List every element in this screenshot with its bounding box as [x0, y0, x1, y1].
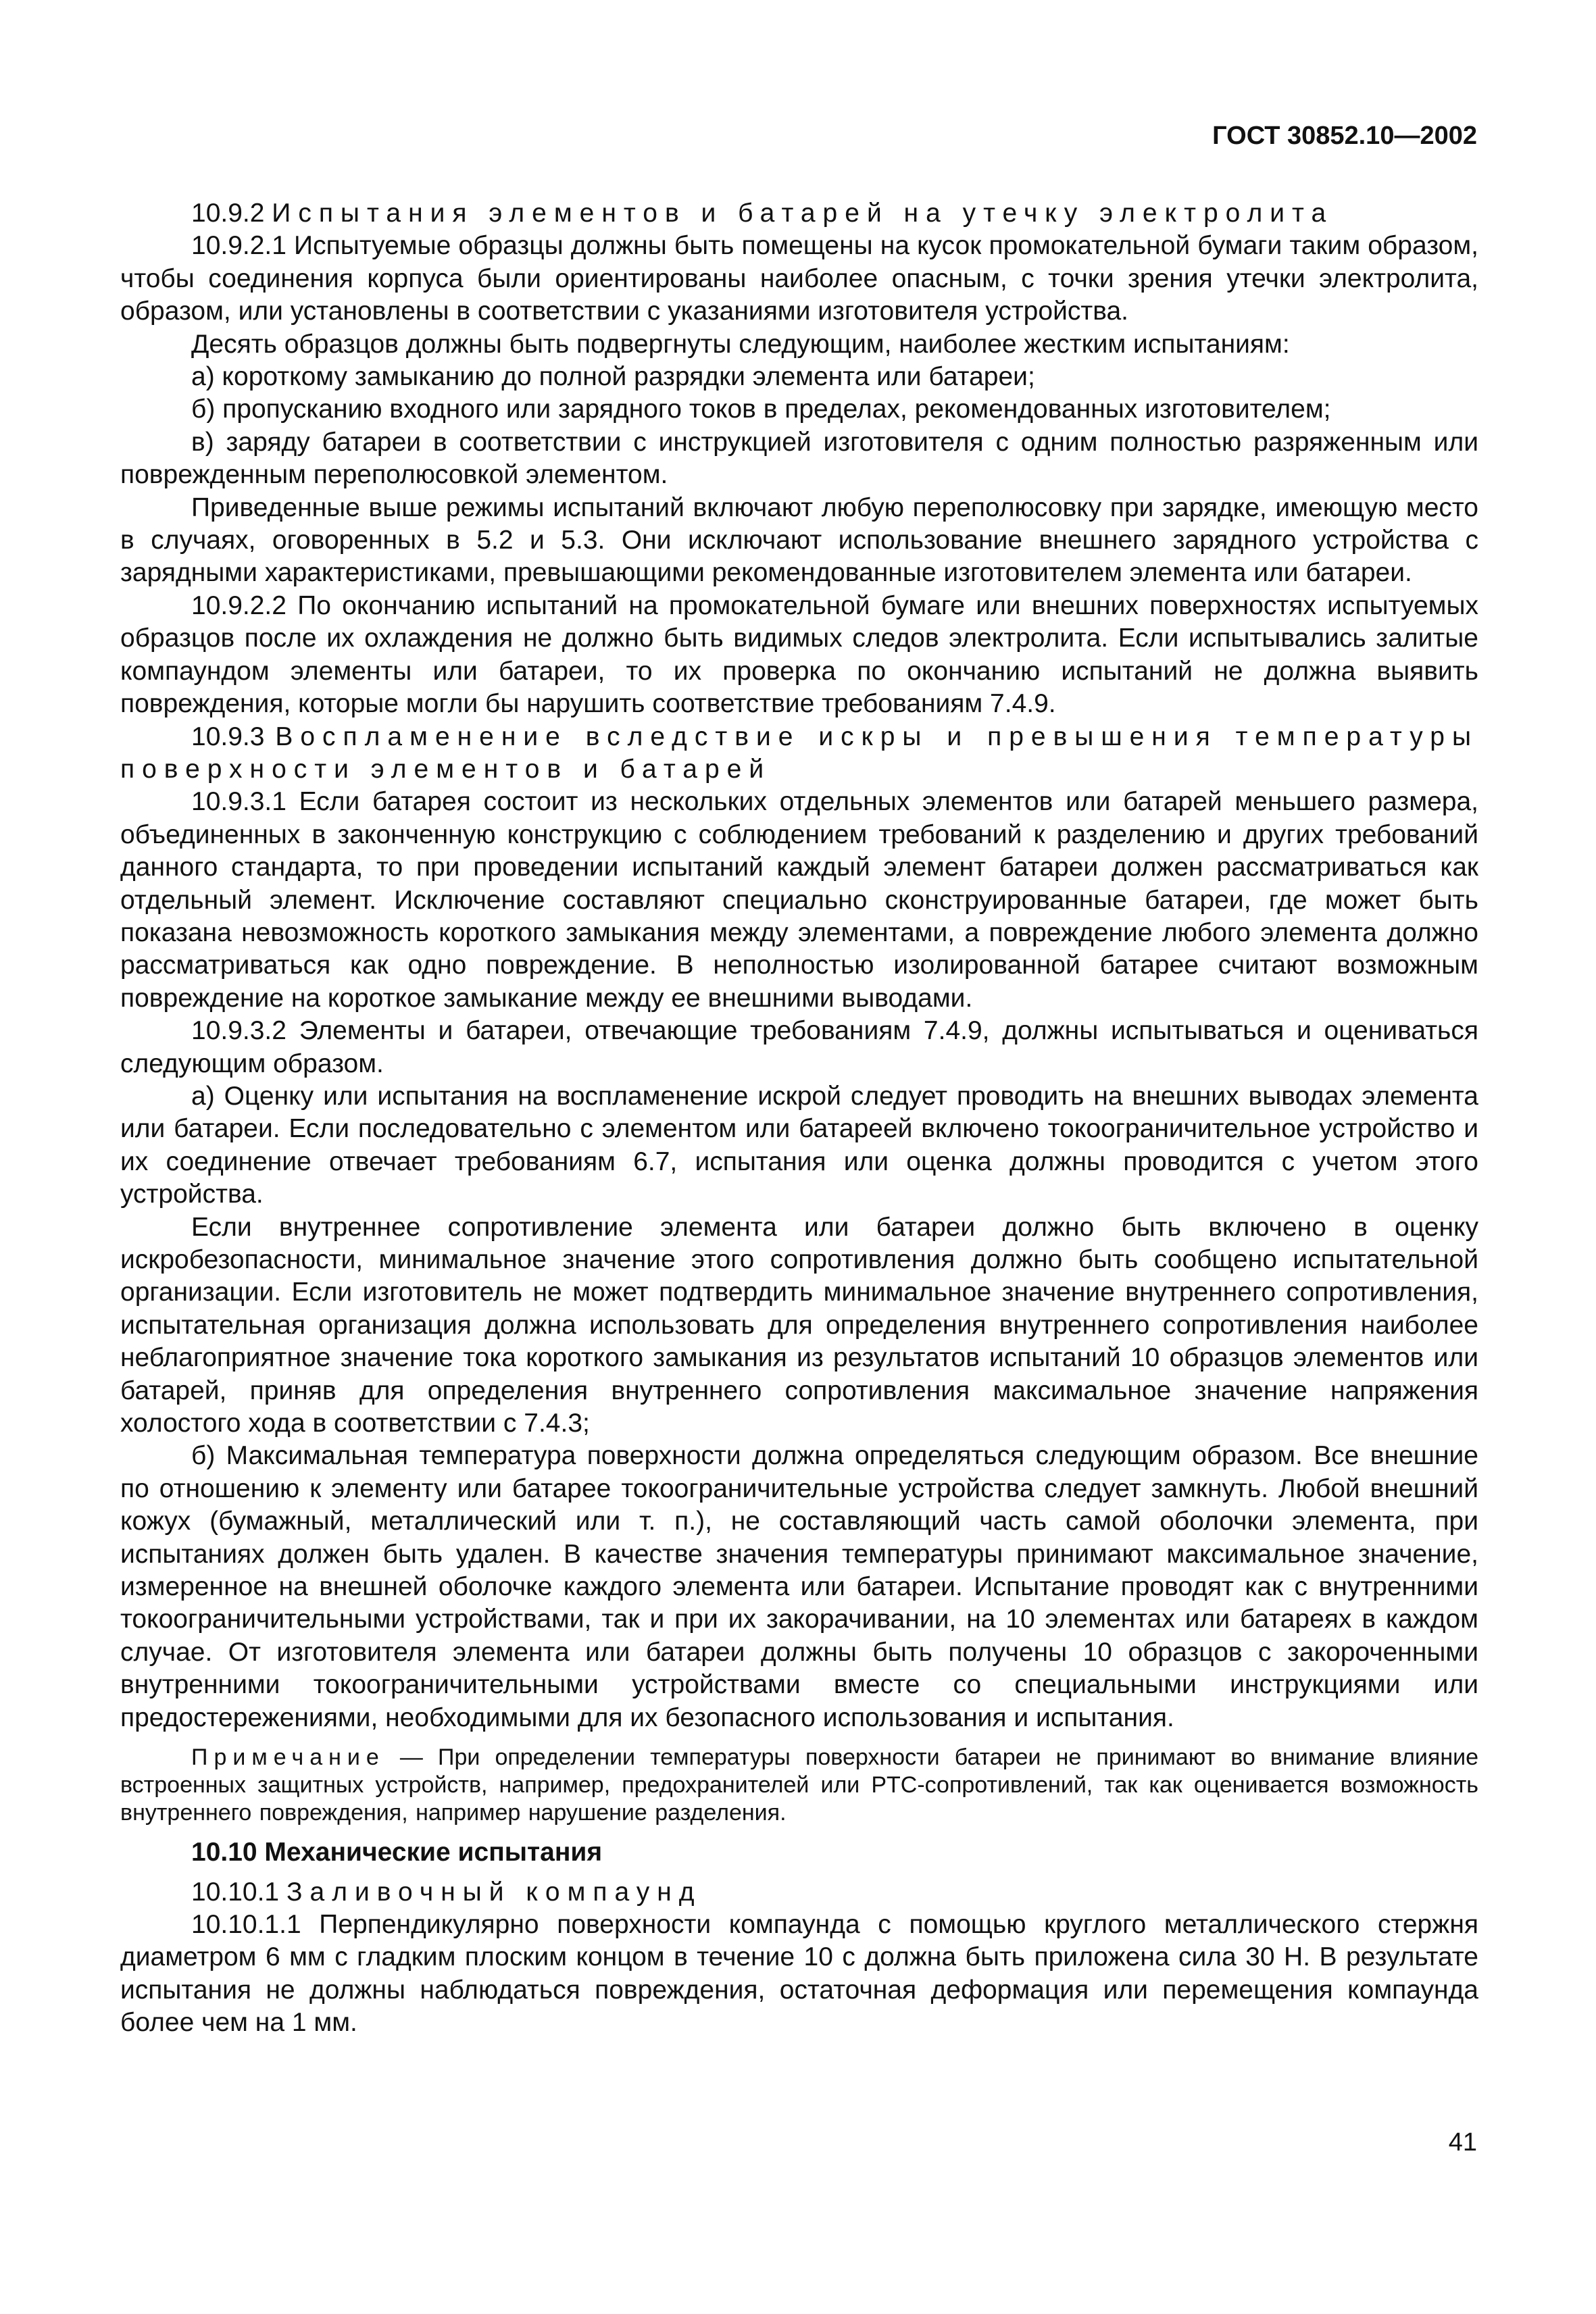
paragraph-test-modes: Приведенные выше режимы испытаний включают любую переполюсовку при зарядке, имеющую место в случаях, оговоренных в 5.2 и 5.3. Они исключают использование внешнего зарядного устройства с зарядными характеристиками, превышающими рекомендованные изготовителем элемента или батареи.	[120, 493, 1478, 588]
paragraph-ten-samples: Десять образцов должны быть подвергнуты следующим, наиболее жестким испытаниям:	[191, 329, 1290, 359]
heading-number: 10.9.2	[191, 199, 265, 228]
note-text: — При определении температуры поверхности батареи не принимают во внимание влияние встроенных защитных устройств, например, предохранителей или PTC-сопротивлений, так как оценивается возможность внутреннего повреждения, например нарушение разделения.	[120, 1744, 1478, 1826]
heading-text: Испытания элементов и батарей на утечку электролита	[272, 199, 1334, 228]
paragraph-10-9-3-2: 10.9.3.2 Элементы и батареи, отвечающие требованиям 7.4.9, должны испытываться и оцениваться следующим образом.	[120, 1016, 1478, 1078]
paragraph-10-9-3-1: 10.9.3.1 Если батарея состоит из нескольких отдельных элементов или батарей меньшего размера, объединенных в законченную конструкцию с соблюдением требований к разделению и других требований данного стандарта, то при проведении испытаний каждый элемент батареи должен рассматриваться как отдельный элемент. Исключение составляют специально сконструированные батареи, где может быть показана невозможность короткого замыкания между элементами, а повреждение любого элемента должно рассматриваться как одно повреждение. В неполностью изолированной батарее считают возможным повреждение на короткое замыкание между ее внешними выводами.	[120, 787, 1478, 1013]
page-number: 41	[1448, 2128, 1477, 2157]
document-header: ГОСТ 30852.10—2002	[1212, 122, 1477, 150]
subsection-heading-10-9-2	[120, 197, 1478, 230]
subsection-heading-10-10-1	[120, 1876, 1478, 1909]
paragraph-spark-assessment: а) Оценку или испытания на воспламенение искрой следует проводить на внешних выводах элемента или батареи. Если последовательно с элементом или батареей включено токоограничительное устройство и их соединение отвечает требованиям 6.7, испытания или оценка должны проводится с учетом этого устройства.	[120, 1081, 1478, 1209]
note-label: Примечание	[191, 1744, 385, 1771]
heading-number: 10.9.3	[191, 722, 265, 751]
paragraph-surface-temperature: б) Максимальная температура поверхности должна определяться следующим образом. Все внешние по отношению к элементу или батарее токоограничительные устройства следует замкнуть. Любой внешний кожух (бумажный, металлический или т. п.), не составляющий часть самой оболочки элемента, при испытаниях должен быть удален. В качестве значения температуры принимают максимальное значение, измеренное на внешней оболочке каждого элемента или батареи. Испытание проводят как с внутренними токоограничительными устройствами, так и при их закорачивании, на 10 элементах или батареях в каждом случае. От изготовителя элемента или батареи должны быть получены 10 образцов с закороченными внутренними токоограничительными устройствами вместе со специальными инструкциями или предостережениями, необходимыми для их безопасного использования и испытания.	[120, 1441, 1478, 1732]
note	[120, 1744, 1478, 1827]
document-body	[120, 197, 1478, 2040]
paragraph-10-9-2-2: 10.9.2.2 По окончанию испытаний на промокательной бумаге или внешних поверхностях испытуемых образцов после их охлаждения не должно быть видимых следов электролита. Если испытывались залитые компаундом элементы или батареи, то их проверка по окончанию испытаний не должна выявить повреждения, которые могли бы нарушить соответствие требованиям 7.4.9.	[120, 590, 1478, 719]
subsection-heading-10-9-3	[120, 721, 1478, 786]
paragraph-10-10-1-1: 10.10.1.1 Перпендикулярно поверхности компаунда с помощью круглого металлического стержня диаметром 6 мм с гладким плоским концом в течение 10 с должна быть приложена сила 30 Н. В результате испытания не должны наблюдаться повреждения, остаточная деформация или перемещения компаунда более чем на 1 мм.	[120, 1909, 1478, 2038]
list-item-c: в) заряду батареи в соответствии с инструкцией изготовителя с одним полностью разряженным или поврежденным переполюсовкой элементом.	[120, 427, 1478, 490]
heading-number: 10.10.1	[191, 1877, 280, 1907]
list-item-b: б) пропусканию входного или зарядного токов в пределах, рекомендованных изготовителем;	[191, 395, 1331, 424]
heading-text: Воспламенение вследствие искры и превышения температуры поверхности элементов и батарей	[120, 722, 1478, 784]
list-item-a: а) короткому замыканию до полной разрядки элемента или батареи;	[191, 362, 1035, 392]
heading-text: Заливочный компаунд	[286, 1877, 702, 1907]
paragraph-internal-resistance: Если внутреннее сопротивление элемента или батареи должно быть включено в оценку искробезопасности, минимальное значение этого сопротивления должно быть сообщено испытательной организации. Если изготовитель не может подтвердить минимальное значение внутреннего сопротивления, испытательная организация должна использовать для определения внутреннего сопротивления наиболее неблагоприятное значение тока короткого замыкания из результатов испытаний 10 образцов элементов или батарей, приняв для определения внутреннего сопротивления максимальное значение напряжения холостого хода в соответствии с 7.4.3;	[120, 1212, 1478, 1438]
paragraph-10-9-2-1: 10.9.2.1 Испытуемые образцы должны быть помещены на кусок промокательной бумаги таким образом, чтобы соединения корпуса были ориентированы наиболее опасным, с точки зрения утечки электролита, образом, или установлены в соответствии с указаниями изготовителя устройства.	[120, 231, 1478, 326]
section-heading-10-10: 10.10 Механические испытания	[191, 1838, 603, 1867]
